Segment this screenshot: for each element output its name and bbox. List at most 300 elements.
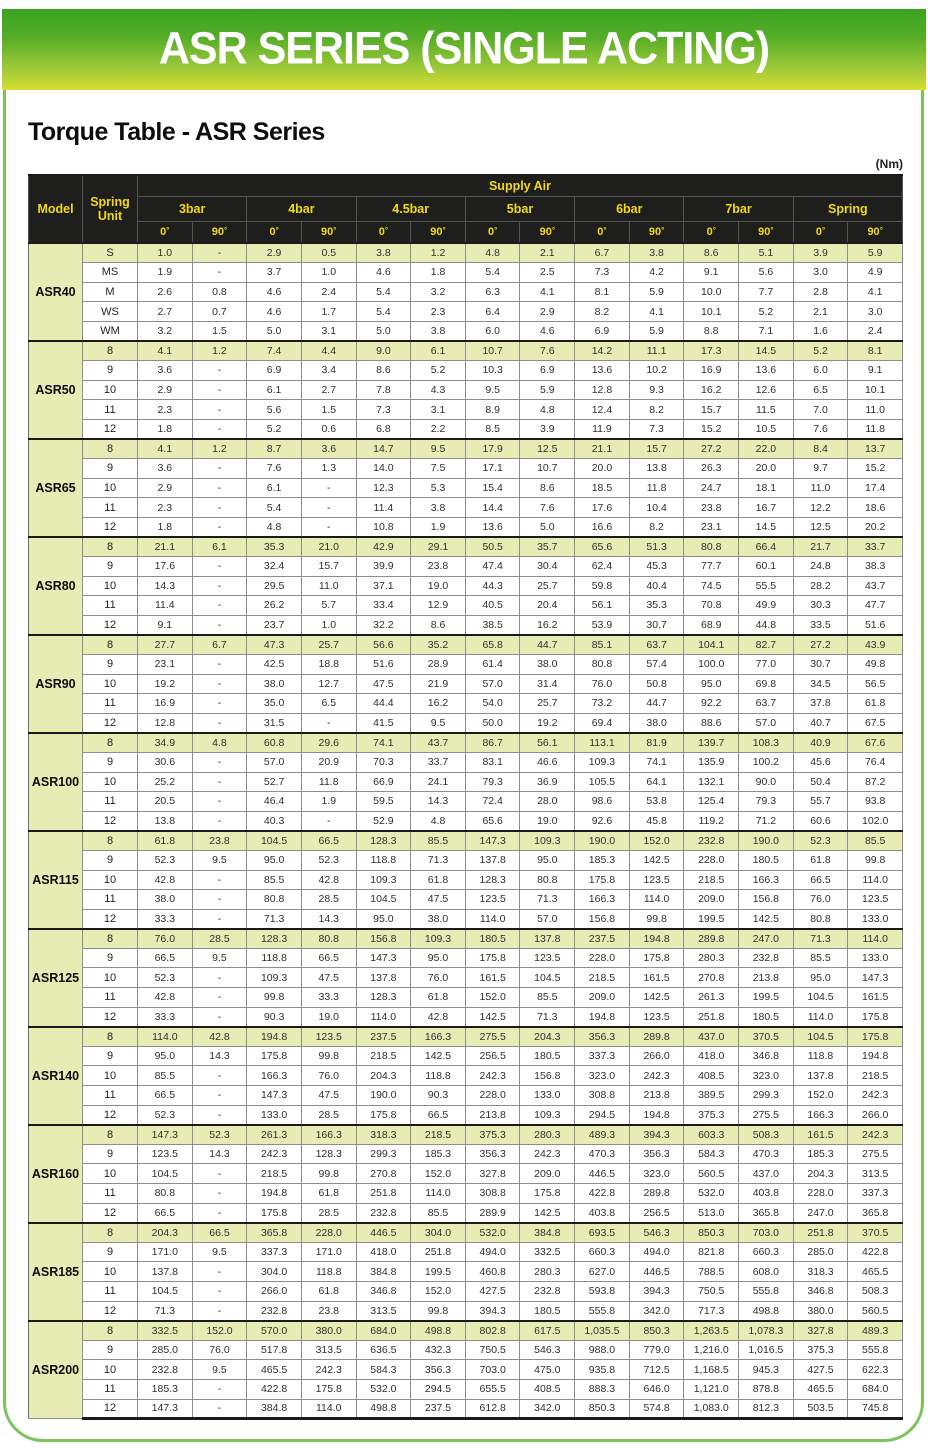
table-row: [29, 1203, 903, 1223]
torque-value-cell: 20.4: [520, 596, 575, 616]
torque-value-cell: 34.5: [793, 674, 848, 694]
spring-unit-cell: 8: [83, 1125, 138, 1145]
torque-value-cell: 90.3: [247, 1007, 302, 1027]
torque-value-cell: 28.5: [301, 890, 356, 910]
torque-value-cell: 123.5: [465, 890, 520, 910]
torque-value-cell: 81.9: [629, 733, 684, 753]
torque-value-cell: 403.8: [739, 1184, 794, 1204]
torque-value-cell: 52.3: [192, 1125, 247, 1145]
torque-value-cell: 1,035.5: [575, 1321, 630, 1341]
torque-value-cell: 104.1: [684, 635, 739, 655]
torque-value-cell: 1.0: [301, 263, 356, 283]
torque-value-cell: -: [301, 478, 356, 498]
torque-value-cell: 546.3: [629, 1223, 684, 1243]
torque-value-cell: 2.4: [848, 321, 903, 341]
torque-value-cell: 1.8: [411, 263, 466, 283]
torque-value-cell: 242.3: [247, 1144, 302, 1164]
torque-value-cell: 285.0: [793, 1242, 848, 1262]
spring-unit-cell: 8: [83, 1223, 138, 1243]
torque-value-cell: 1.2: [192, 341, 247, 361]
torque-value-cell: 25.2: [138, 772, 193, 792]
torque-value-cell: 166.3: [739, 870, 794, 890]
torque-value-cell: 28.5: [192, 929, 247, 949]
torque-value-cell: 3.2: [411, 282, 466, 302]
torque-value-cell: 218.5: [684, 870, 739, 890]
torque-value-cell: 43.7: [848, 576, 903, 596]
torque-value-cell: 92.2: [684, 694, 739, 714]
torque-value-cell: 24.8: [793, 557, 848, 577]
torque-value-cell: 3.7: [247, 263, 302, 283]
torque-value-cell: 394.3: [629, 1281, 684, 1301]
table-row: [29, 1340, 903, 1360]
torque-value-cell: 10.8: [356, 517, 411, 537]
torque-value-cell: 99.8: [848, 850, 903, 870]
torque-value-cell: 118.8: [301, 1262, 356, 1282]
torque-value-cell: 209.0: [575, 988, 630, 1008]
torque-value-cell: 161.5: [793, 1125, 848, 1145]
torque-value-cell: 85.5: [411, 1203, 466, 1223]
torque-value-cell: 280.3: [520, 1125, 575, 1145]
torque-value-cell: 69.8: [739, 674, 794, 694]
torque-value-cell: 612.8: [465, 1399, 520, 1419]
torque-value-cell: 11.1: [629, 341, 684, 361]
torque-value-cell: 161.5: [629, 968, 684, 988]
spring-unit-cell: 10: [83, 380, 138, 400]
torque-value-cell: 56.1: [575, 596, 630, 616]
torque-value-cell: -: [192, 419, 247, 439]
torque-value-cell: 60.6: [793, 811, 848, 831]
torque-value-cell: 194.8: [629, 929, 684, 949]
torque-value-cell: -: [192, 1203, 247, 1223]
torque-value-cell: 23.8: [411, 557, 466, 577]
spring-unit-cell: 11: [83, 792, 138, 812]
torque-value-cell: 1.0: [301, 615, 356, 635]
torque-value-cell: 99.8: [411, 1301, 466, 1321]
torque-value-cell: 494.0: [629, 1242, 684, 1262]
torque-value-cell: 47.5: [301, 968, 356, 988]
torque-value-cell: 109.3: [411, 929, 466, 949]
torque-value-cell: 6.0: [465, 321, 520, 341]
torque-value-cell: 95.0: [793, 968, 848, 988]
torque-value-cell: 251.8: [684, 1007, 739, 1027]
torque-value-cell: 63.7: [739, 694, 794, 714]
torque-value-cell: 61.8: [301, 1184, 356, 1204]
torque-value-cell: 38.0: [411, 909, 466, 929]
torque-value-cell: 945.3: [739, 1360, 794, 1380]
torque-value-cell: 408.5: [520, 1379, 575, 1399]
spring-unit-cell: WM: [83, 321, 138, 341]
torque-value-cell: 95.0: [684, 674, 739, 694]
spring-unit-cell: 11: [83, 1086, 138, 1106]
torque-value-cell: 2.9: [138, 380, 193, 400]
torque-value-cell: 7.3: [575, 263, 630, 283]
torque-value-cell: 180.5: [465, 929, 520, 949]
torque-value-cell: 87.2: [848, 772, 903, 792]
table-row: [29, 909, 903, 929]
torque-value-cell: 50.8: [629, 674, 684, 694]
torque-value-cell: 0.5: [301, 243, 356, 263]
torque-value-cell: 56.5: [848, 674, 903, 694]
torque-value-cell: 14.4: [465, 498, 520, 518]
torque-value-cell: 71.3: [520, 1007, 575, 1027]
torque-value-cell: 3.8: [629, 243, 684, 263]
torque-value-cell: 114.0: [356, 1007, 411, 1027]
table-row: [29, 419, 903, 439]
torque-value-cell: 42.8: [301, 870, 356, 890]
torque-value-cell: 190.0: [739, 831, 794, 851]
torque-value-cell: 532.0: [465, 1223, 520, 1243]
torque-value-cell: 104.5: [138, 1281, 193, 1301]
torque-value-cell: 560.5: [848, 1301, 903, 1321]
torque-value-cell: 16.9: [684, 361, 739, 381]
torque-value-cell: 9.1: [684, 263, 739, 283]
torque-value-cell: 95.0: [520, 850, 575, 870]
torque-value-cell: 133.0: [848, 909, 903, 929]
torque-value-cell: 304.0: [411, 1223, 466, 1243]
torque-value-cell: 17.6: [138, 557, 193, 577]
torque-value-cell: 128.3: [247, 929, 302, 949]
torque-value-cell: 10.2: [629, 361, 684, 381]
torque-value-cell: 209.0: [684, 890, 739, 910]
table-row: [29, 478, 903, 498]
table-row: [29, 968, 903, 988]
torque-value-cell: 802.8: [465, 1321, 520, 1341]
torque-value-cell: 42.8: [192, 1027, 247, 1047]
torque-value-cell: 18.5: [575, 478, 630, 498]
torque-value-cell: 38.0: [629, 713, 684, 733]
torque-value-cell: 166.3: [411, 1027, 466, 1047]
torque-value-cell: -: [301, 498, 356, 518]
torque-value-cell: 6.7: [192, 635, 247, 655]
torque-value-cell: 750.5: [684, 1281, 739, 1301]
table-row: [29, 517, 903, 537]
model-column-header: Model: [29, 175, 83, 243]
torque-value-cell: 114.0: [629, 890, 684, 910]
torque-value-cell: -: [192, 890, 247, 910]
torque-value-cell: 13.8: [629, 459, 684, 479]
torque-value-cell: 46.4: [247, 792, 302, 812]
torque-value-cell: 12.6: [739, 380, 794, 400]
torque-value-cell: 1,078.3: [739, 1321, 794, 1341]
torque-value-cell: 318.3: [356, 1125, 411, 1145]
table-row: [29, 752, 903, 772]
torque-value-cell: 93.8: [848, 792, 903, 812]
torque-value-cell: 109.3: [356, 870, 411, 890]
torque-value-cell: 42.8: [138, 870, 193, 890]
torque-value-cell: 147.3: [465, 831, 520, 851]
torque-value-cell: 3.6: [138, 459, 193, 479]
torque-value-cell: 47.4: [465, 557, 520, 577]
torque-value-cell: 446.5: [629, 1262, 684, 1282]
torque-value-cell: -: [192, 478, 247, 498]
torque-value-cell: 60.8: [247, 733, 302, 753]
torque-value-cell: 17.3: [684, 341, 739, 361]
table-row: [29, 733, 903, 753]
torque-value-cell: 38.0: [520, 654, 575, 674]
torque-value-cell: 3.0: [793, 263, 848, 283]
torque-value-cell: 13.7: [848, 439, 903, 459]
torque-value-cell: 8.4: [793, 439, 848, 459]
torque-value-cell: 16.6: [575, 517, 630, 537]
model-cell: ASR65: [29, 439, 83, 537]
torque-value-cell: 66.5: [411, 1105, 466, 1125]
torque-value-cell: 50.5: [465, 537, 520, 557]
torque-value-cell: 508.3: [848, 1281, 903, 1301]
torque-value-cell: 2.3: [138, 498, 193, 518]
torque-value-cell: 4.8: [247, 517, 302, 537]
torque-value-cell: -: [192, 1164, 247, 1184]
pressure-header: Spring: [793, 196, 902, 221]
torque-value-cell: 7.6: [247, 459, 302, 479]
table-row: [29, 302, 903, 322]
torque-value-cell: 15.2: [848, 459, 903, 479]
torque-value-cell: 204.3: [520, 1027, 575, 1047]
torque-value-cell: 80.8: [247, 890, 302, 910]
torque-value-cell: 5.1: [739, 243, 794, 263]
spring-unit-cell: 9: [83, 850, 138, 870]
table-row: [29, 1144, 903, 1164]
torque-value-cell: 584.3: [684, 1144, 739, 1164]
torque-value-cell: -: [192, 968, 247, 988]
torque-value-cell: 152.0: [465, 988, 520, 1008]
torque-value-cell: 137.8: [465, 850, 520, 870]
torque-value-cell: 43.7: [411, 733, 466, 753]
torque-value-cell: 4.8: [465, 243, 520, 263]
torque-value-cell: 40.7: [793, 713, 848, 733]
spring-unit-cell: 9: [83, 557, 138, 577]
torque-value-cell: 20.0: [739, 459, 794, 479]
torque-value-cell: 4.8: [520, 400, 575, 420]
torque-value-cell: 133.0: [848, 948, 903, 968]
torque-value-cell: 128.3: [465, 870, 520, 890]
torque-value-cell: -: [192, 1086, 247, 1106]
torque-value-cell: 194.8: [247, 1027, 302, 1047]
spring-unit-cell: 9: [83, 1242, 138, 1262]
torque-value-cell: 1,168.5: [684, 1360, 739, 1380]
torque-value-cell: 8.6: [520, 478, 575, 498]
torque-value-cell: 21.0: [301, 537, 356, 557]
torque-value-cell: 133.0: [520, 1086, 575, 1106]
torque-value-cell: 42.9: [356, 537, 411, 557]
torque-value-cell: 185.3: [138, 1379, 193, 1399]
torque-value-cell: 10.5: [739, 419, 794, 439]
torque-value-cell: -: [192, 1281, 247, 1301]
torque-value-cell: 95.0: [356, 909, 411, 929]
torque-value-cell: 66.5: [793, 870, 848, 890]
torque-value-cell: 61.4: [465, 654, 520, 674]
torque-value-cell: 142.5: [465, 1007, 520, 1027]
table-row: [29, 576, 903, 596]
torque-value-cell: 304.0: [247, 1262, 302, 1282]
spring-unit-cell: 9: [83, 948, 138, 968]
pressure-header: 5bar: [465, 196, 574, 221]
torque-value-cell: 365.8: [848, 1203, 903, 1223]
torque-value-cell: 41.5: [356, 713, 411, 733]
torque-value-cell: 7.4: [247, 341, 302, 361]
spring-unit-cell: 8: [83, 831, 138, 851]
torque-value-cell: 8.6: [411, 615, 466, 635]
torque-value-cell: 3.0: [848, 302, 903, 322]
torque-value-cell: 35.3: [629, 596, 684, 616]
unit-note: (Nm): [875, 157, 903, 171]
torque-value-cell: 61.8: [848, 694, 903, 714]
torque-value-cell: 114.0: [848, 870, 903, 890]
model-cell: ASR90: [29, 635, 83, 733]
torque-value-cell: -: [192, 361, 247, 381]
torque-value-cell: 218.5: [848, 1066, 903, 1086]
torque-value-cell: 427.5: [465, 1281, 520, 1301]
torque-value-cell: -: [192, 380, 247, 400]
torque-value-cell: 218.5: [247, 1164, 302, 1184]
torque-value-cell: 7.8: [356, 380, 411, 400]
torque-value-cell: 712.5: [629, 1360, 684, 1380]
torque-value-cell: 5.0: [520, 517, 575, 537]
torque-value-cell: 142.5: [629, 850, 684, 870]
table-row: [29, 811, 903, 831]
torque-value-cell: 47.3: [247, 635, 302, 655]
torque-value-cell: 185.3: [793, 1144, 848, 1164]
torque-value-cell: 9.3: [629, 380, 684, 400]
torque-value-cell: 228.0: [301, 1223, 356, 1243]
torque-value-cell: 68.9: [684, 615, 739, 635]
torque-value-cell: 27.2: [793, 635, 848, 655]
torque-value-cell: 37.8: [793, 694, 848, 714]
torque-value-cell: 114.0: [793, 1007, 848, 1027]
torque-value-cell: 109.3: [520, 831, 575, 851]
torque-value-cell: 123.5: [848, 890, 903, 910]
torque-value-cell: 95.0: [411, 948, 466, 968]
torque-value-cell: 88.6: [684, 713, 739, 733]
torque-value-cell: 83.1: [465, 752, 520, 772]
torque-value-cell: 294.5: [411, 1379, 466, 1399]
torque-value-cell: 285.0: [138, 1340, 193, 1360]
torque-value-cell: 69.4: [575, 713, 630, 733]
torque-value-cell: 560.5: [684, 1164, 739, 1184]
torque-value-cell: 33.7: [848, 537, 903, 557]
spring-unit-cell: 12: [83, 517, 138, 537]
torque-value-cell: 779.0: [629, 1340, 684, 1360]
torque-value-cell: 24.7: [684, 478, 739, 498]
table-row: [29, 850, 903, 870]
angle-header: 90°: [629, 221, 684, 243]
torque-value-cell: 66.5: [301, 948, 356, 968]
torque-value-cell: 38.3: [848, 557, 903, 577]
torque-value-cell: 23.8: [684, 498, 739, 518]
torque-value-cell: -: [192, 674, 247, 694]
torque-value-cell: 5.6: [739, 263, 794, 283]
torque-value-cell: 275.5: [848, 1144, 903, 1164]
torque-value-cell: 20.2: [848, 517, 903, 537]
torque-value-cell: 34.9: [138, 733, 193, 753]
torque-value-cell: 10.7: [465, 341, 520, 361]
torque-value-cell: 2.9: [247, 243, 302, 263]
torque-value-cell: 375.3: [465, 1125, 520, 1145]
torque-value-cell: 21.1: [575, 439, 630, 459]
page-content: [0, 90, 928, 1420]
torque-value-cell: 3.4: [301, 361, 356, 381]
torque-value-cell: 152.0: [192, 1321, 247, 1341]
torque-value-cell: 9.5: [192, 1360, 247, 1380]
torque-value-cell: 104.5: [356, 890, 411, 910]
torque-value-cell: 17.4: [848, 478, 903, 498]
torque-value-cell: 4.3: [411, 380, 466, 400]
torque-value-cell: 14.5: [739, 517, 794, 537]
spring-unit-cell: MS: [83, 263, 138, 283]
torque-value-cell: 1.9: [411, 517, 466, 537]
torque-value-cell: 7.5: [411, 459, 466, 479]
torque-value-cell: -: [192, 498, 247, 518]
torque-value-cell: 61.8: [138, 831, 193, 851]
torque-value-cell: 43.9: [848, 635, 903, 655]
torque-value-cell: 555.8: [739, 1281, 794, 1301]
torque-value-cell: 85.5: [247, 870, 302, 890]
table-row: [29, 1360, 903, 1380]
torque-value-cell: 10.1: [848, 380, 903, 400]
torque-value-cell: 27.7: [138, 635, 193, 655]
torque-value-cell: 6.1: [247, 380, 302, 400]
torque-value-cell: 57.0: [520, 909, 575, 929]
torque-value-cell: 52.3: [301, 850, 356, 870]
torque-value-cell: 1.5: [301, 400, 356, 420]
torque-value-cell: 42.8: [411, 1007, 466, 1027]
table-row: [29, 948, 903, 968]
torque-value-cell: 30.3: [793, 596, 848, 616]
torque-value-cell: 123.5: [301, 1027, 356, 1047]
torque-value-cell: 394.3: [629, 1125, 684, 1145]
torque-value-cell: 517.8: [247, 1340, 302, 1360]
torque-value-cell: 4.2: [629, 263, 684, 283]
torque-value-cell: 30.6: [138, 752, 193, 772]
table-row: [29, 1379, 903, 1399]
torque-value-cell: 36.9: [520, 772, 575, 792]
model-cell: ASR140: [29, 1027, 83, 1125]
spring-unit-cell: 11: [83, 1281, 138, 1301]
torque-value-cell: -: [192, 811, 247, 831]
torque-value-cell: 1.9: [301, 792, 356, 812]
torque-value-cell: 166.3: [301, 1125, 356, 1145]
table-row: [29, 890, 903, 910]
angle-header: 90°: [848, 221, 903, 243]
torque-value-cell: 6.9: [520, 361, 575, 381]
torque-value-cell: -: [192, 1066, 247, 1086]
torque-value-cell: 166.3: [793, 1105, 848, 1125]
torque-value-cell: 29.6: [301, 733, 356, 753]
torque-value-cell: 13.6: [465, 517, 520, 537]
torque-value-cell: 418.0: [684, 1046, 739, 1066]
torque-value-cell: 3.9: [793, 243, 848, 263]
torque-value-cell: 513.0: [684, 1203, 739, 1223]
table-row: [29, 1301, 903, 1321]
torque-value-cell: 384.8: [247, 1399, 302, 1419]
torque-value-cell: 185.3: [411, 1144, 466, 1164]
torque-value-cell: 71.3: [520, 890, 575, 910]
torque-value-cell: 55.5: [739, 576, 794, 596]
torque-value-cell: 190.0: [356, 1086, 411, 1106]
spring-unit-cell: 8: [83, 929, 138, 949]
torque-value-cell: 627.0: [575, 1262, 630, 1282]
spring-unit-cell: 8: [83, 341, 138, 361]
torque-value-cell: 20.9: [301, 752, 356, 772]
torque-value-cell: 118.8: [247, 948, 302, 968]
torque-value-cell: 5.9: [848, 243, 903, 263]
torque-value-cell: 365.8: [247, 1223, 302, 1243]
torque-value-cell: 65.6: [575, 537, 630, 557]
torque-value-cell: 17.6: [575, 498, 630, 518]
torque-value-cell: 7.6: [520, 498, 575, 518]
torque-value-cell: 76.4: [848, 752, 903, 772]
angle-header: 90°: [192, 221, 247, 243]
torque-value-cell: -: [192, 988, 247, 1008]
